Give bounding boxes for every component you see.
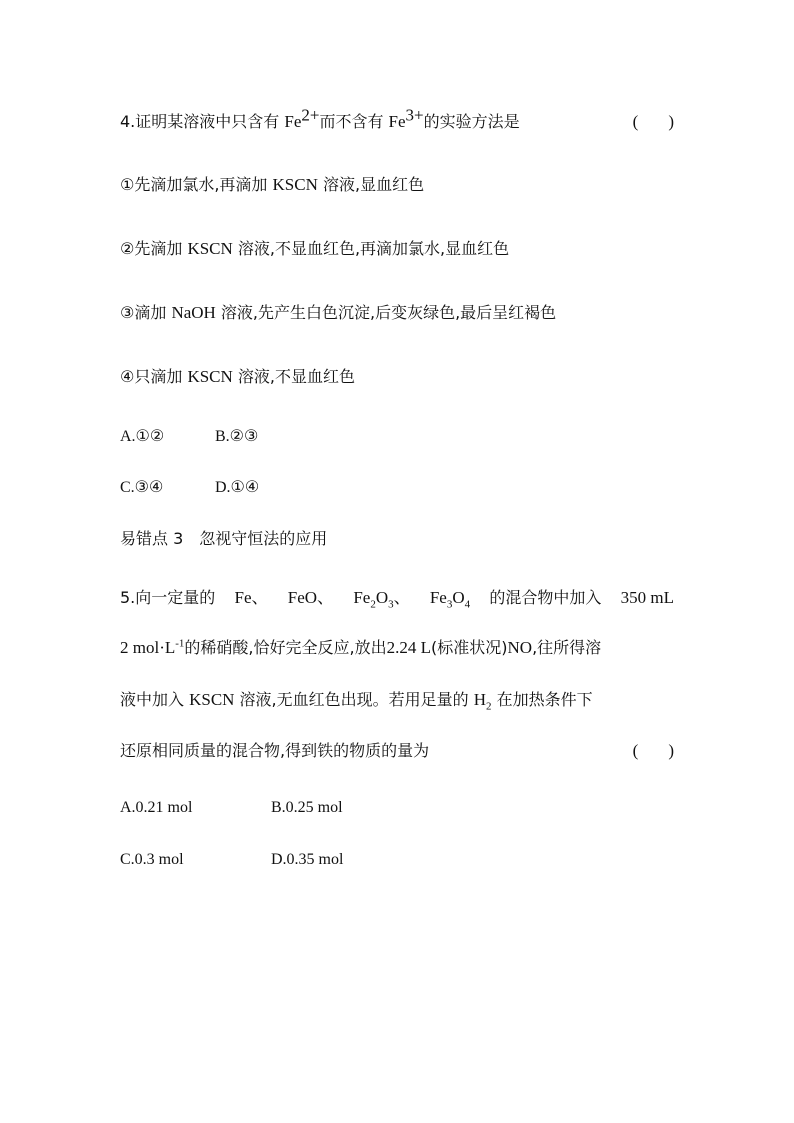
- q4-stem-text-b: 而不含有: [319, 112, 389, 131]
- section-heading: 易错点 3 忽视守恒法的应用: [120, 529, 328, 548]
- q5-stem-line-3: 液中加入 KSCN 溶液,无血红色出现。若用足量的 $H_2$ 在加热条件下: [120, 690, 593, 713]
- q4-option-a[interactable]: A.①②: [120, 428, 165, 445]
- q5-stem-line-2: 2 $mol\cdot L^{-1}$的稀硝酸,恰好完全反应,放出2.24 L(标准状况)NO,往所得溶: [120, 637, 602, 657]
- q5-answer-blank: ( ): [632, 741, 674, 760]
- q4-item-1: ①先滴加氯水,再滴加 KSCN 溶液,显血红色: [120, 175, 425, 194]
- q4-item-4: ④只滴加 KSCN 溶液,不显血红色: [120, 367, 355, 386]
- q4-fe3-symbol: Fe: [388, 112, 406, 131]
- q4-option-c[interactable]: C.③④: [120, 479, 164, 496]
- q5-option-b[interactable]: B.0.25 mol: [271, 799, 343, 816]
- q5-stem-line-1: 5.向一定量的 Fe、 FeO、 $Fe_2O_3$、 $Fe_3O_4$ 的混合物中加入 350 mL: [120, 588, 674, 611]
- q5-h2: $H_2$: [473, 690, 492, 713]
- q5-stem-line-4: 还原相同质量的混合物,得到铁的物质的量为 ( ): [120, 741, 674, 760]
- q4-option-d[interactable]: D.①④: [215, 479, 260, 496]
- q5-option-d[interactable]: D.0.35 mol: [271, 851, 344, 868]
- q4-item-1-mark: ①: [120, 175, 135, 194]
- q4-item-2: ②先滴加 KSCN 溶液,不显血红色,再滴加氯水,显血红色: [120, 239, 510, 258]
- q4-item-2-mark: ②: [120, 239, 135, 258]
- q5-fe2o3: $Fe_2O_3$、: [353, 588, 411, 611]
- q4-item-4-mark: ④: [120, 367, 135, 386]
- q4-item-3: ③滴加 NaOH 溶液,先产生白色沉淀,后变灰绿色,最后呈红褐色: [120, 303, 557, 322]
- q4-item-4-reagent: KSCN: [187, 367, 233, 386]
- q5-option-a[interactable]: A.0.21 mol: [120, 799, 193, 816]
- q5-fe3o4: $Fe_3O_4$: [429, 588, 471, 611]
- q4-fe2-charge: 2+: [301, 105, 320, 125]
- q4-stem: [120, 105, 674, 133]
- q5-fe: Fe、: [234, 588, 269, 607]
- q4-answer-blank: ( ): [632, 112, 674, 131]
- q5-gas-volume: 2.24 L: [386, 638, 431, 657]
- q5-feo: FeO、: [287, 588, 335, 607]
- q4-option-b[interactable]: B.②③: [215, 428, 259, 445]
- q5-volume: 350 mL: [620, 588, 674, 607]
- q4-fe2-symbol: Fe: [284, 112, 302, 131]
- q4-item-2-reagent: KSCN: [187, 239, 233, 258]
- q4-item-1-reagent: KSCN: [272, 175, 318, 194]
- q4-item-3-reagent: NaOH: [171, 303, 216, 322]
- q4-stem-text-c: 的实验方法是: [423, 112, 520, 131]
- q4-item-3-mark: ③: [120, 303, 135, 322]
- q5-reagent: KSCN: [189, 690, 235, 709]
- q4-fe3-charge: 3+: [405, 105, 424, 125]
- q5-no: NO: [507, 638, 533, 657]
- q5-concentration: 2 $mol\cdot L^{-1}$: [120, 637, 185, 657]
- q5-option-c[interactable]: C.0.3 mol: [120, 851, 184, 868]
- q4-stem-text-a: 4.证明某溶液中只含有: [120, 112, 285, 131]
